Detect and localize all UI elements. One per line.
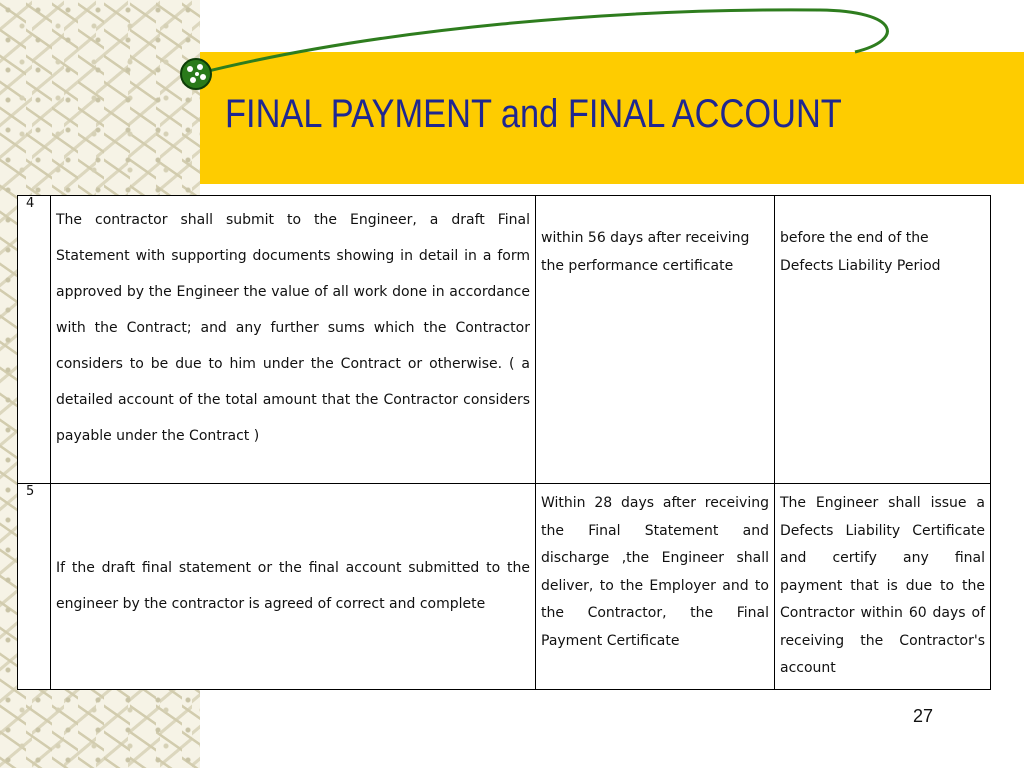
table-row xyxy=(18,196,991,484)
payment-table xyxy=(17,195,991,690)
row-description: If the draft final statement or the final account submitted to the engineer by the contractor is agreed of correct and complete xyxy=(51,484,536,690)
page-number: 27 xyxy=(913,706,934,726)
row-consequence: The Engineer shall issue a Defects Liability Certificate and certify any final payment that is due to the Contractor within 60 days of receiving the Contractor's account xyxy=(775,484,991,690)
row-description: The contractor shall submit to the Engineer, a draft Final Statement with supporting documents showing in detail in a form approved by the Engineer the value of all work done in accordance with the Contract; and any further sums which the Contractor considers to be due to him under the Contract or otherwise. ( a detailed account of the total amount that the Contractor considers payable under the Contract ) xyxy=(51,196,536,484)
row-consequence: before the end of the Defects Liability Period xyxy=(775,196,991,484)
row-timing: within 56 days after receiving the performance certificate xyxy=(536,196,775,484)
slide-title: FINAL PAYMENT and FINAL ACCOUNT xyxy=(225,92,842,136)
row-timing: Within 28 days after receiving the Final Statement and discharge ,the Engineer shall deliver, to the Employer and to the Contractor, the Final Payment Certificate xyxy=(536,484,775,690)
row-number: 4 xyxy=(18,196,51,484)
row-number: 5 xyxy=(18,484,51,690)
table-row xyxy=(18,484,991,690)
